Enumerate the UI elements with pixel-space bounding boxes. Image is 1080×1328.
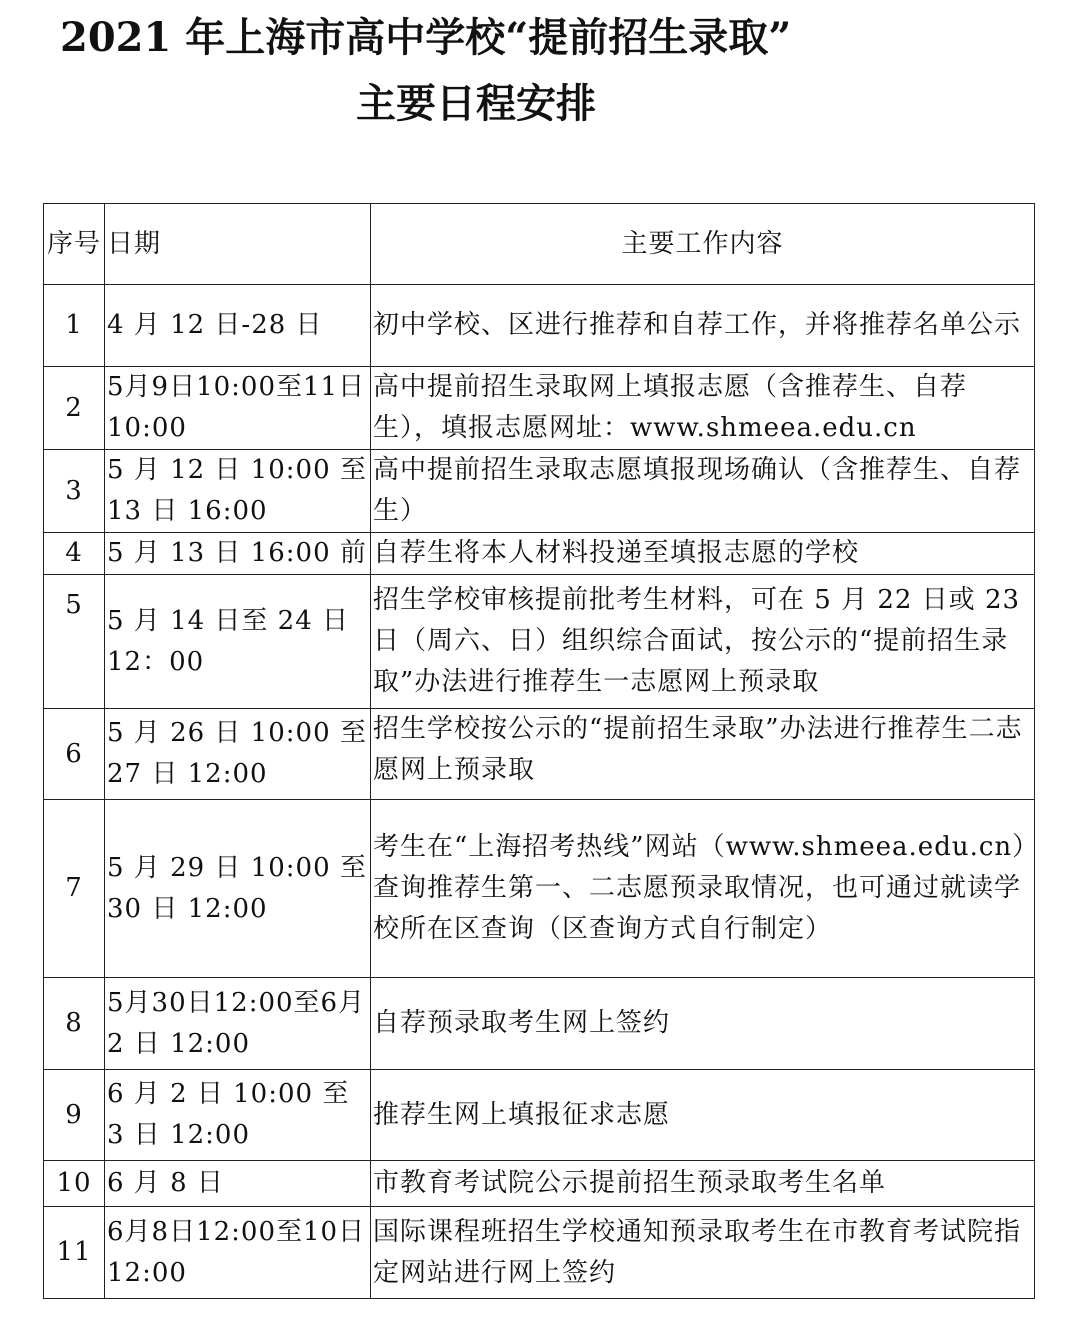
table-row bbox=[44, 367, 1035, 450]
table-row bbox=[44, 800, 1035, 978]
table-row bbox=[44, 575, 1035, 709]
row-work: 自荐生将本人材料投递至填报志愿的学校 bbox=[371, 533, 1035, 575]
schedule-table bbox=[43, 203, 1035, 1299]
table-row bbox=[44, 1070, 1035, 1161]
row-date: 5月30日12:00至6月 2 日 12:00 bbox=[105, 978, 371, 1070]
row-date: 6 月 8 日 bbox=[105, 1161, 371, 1207]
header-date: 日期 bbox=[105, 204, 371, 285]
row-seq: 1 bbox=[44, 285, 105, 367]
table-row bbox=[44, 533, 1035, 575]
header-work: 主要工作内容 bbox=[371, 204, 1035, 285]
row-seq: 8 bbox=[44, 978, 105, 1070]
row-seq: 7 bbox=[44, 800, 105, 978]
row-date: 5 月 12 日 10:00 至 13 日 16:00 bbox=[105, 450, 371, 533]
row-date: 6月8日12:00至10日 12:00 bbox=[105, 1207, 371, 1299]
row-work: 高中提前招生录取网上填报志愿（含推荐生、自荐生），填报志愿网址：www.shmeea.edu.cn bbox=[371, 367, 1035, 450]
row-seq: 11 bbox=[44, 1207, 105, 1299]
row-seq: 3 bbox=[44, 450, 105, 533]
row-seq: 4 bbox=[44, 533, 105, 575]
row-date: 5 月 29 日 10:00 至 30 日 12:00 bbox=[105, 800, 371, 978]
row-seq: 2 bbox=[44, 367, 105, 450]
row-work: 市教育考试院公示提前招生预录取考生名单 bbox=[371, 1161, 1035, 1207]
document-title-line-2: 主要日程安排 bbox=[356, 80, 596, 127]
table-row bbox=[44, 450, 1035, 533]
row-date: 5月9日10:00至11日 10:00 bbox=[105, 367, 371, 450]
row-work: 国际课程班招生学校通知预录取考生在市教育考试院指定网站进行网上签约 bbox=[371, 1207, 1035, 1299]
row-date: 4 月 12 日-28 日 bbox=[105, 285, 371, 367]
row-date: 5 月 14 日至 24 日 12：00 bbox=[105, 575, 371, 709]
row-date: 5 月 26 日 10:00 至 27 日 12:00 bbox=[105, 709, 371, 800]
row-work: 高中提前招生录取志愿填报现场确认（含推荐生、自荐生） bbox=[371, 450, 1035, 533]
table-row bbox=[44, 1161, 1035, 1207]
row-seq: 9 bbox=[44, 1070, 105, 1161]
row-work: 推荐生网上填报征求志愿 bbox=[371, 1070, 1035, 1161]
table-header-row bbox=[44, 204, 1035, 285]
table-row bbox=[44, 709, 1035, 800]
row-seq: 10 bbox=[44, 1161, 105, 1207]
row-work: 自荐预录取考生网上签约 bbox=[371, 978, 1035, 1070]
table-row bbox=[44, 978, 1035, 1070]
table-row bbox=[44, 285, 1035, 367]
row-date: 5 月 13 日 16:00 前 bbox=[105, 533, 371, 575]
row-work: 招生学校按公示的“提前招生录取”办法进行推荐生二志愿网上预录取 bbox=[371, 709, 1035, 800]
row-date: 6 月 2 日 10:00 至 3 日 12:00 bbox=[105, 1070, 371, 1161]
row-work: 考生在“上海招考热线”网站（www.shmeea.edu.cn）查询推荐生第一、二志愿预录取情况，也可通过就读学校所在区查询（区查询方式自行制定） bbox=[371, 800, 1035, 978]
row-seq: 5 bbox=[44, 575, 105, 709]
row-seq: 6 bbox=[44, 709, 105, 800]
row-work: 招生学校审核提前批考生材料，可在 5 月 22 日或 23 日（周六、日）组织综合面试，按公示的“提前招生录取”办法进行推荐生一志愿网上预录取 bbox=[371, 575, 1035, 709]
header-seq: 序号 bbox=[44, 204, 105, 285]
document-title-line-1: 2021 年上海市高中学校“提前招生录取” bbox=[60, 14, 792, 61]
row-work: 初中学校、区进行推荐和自荐工作，并将推荐名单公示 bbox=[371, 285, 1035, 367]
table-row bbox=[44, 1207, 1035, 1299]
